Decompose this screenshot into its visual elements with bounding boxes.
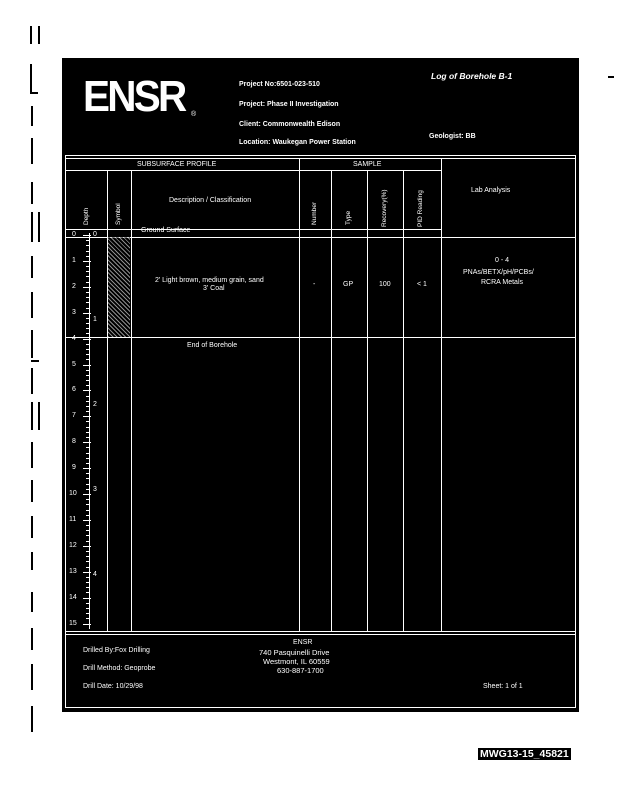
scan-mark xyxy=(30,64,32,92)
depth-ft-label: 13 xyxy=(69,567,77,575)
depth-minor-tick xyxy=(86,328,90,329)
depth-minor-tick xyxy=(86,282,90,283)
depth-minor-tick xyxy=(86,297,90,298)
col-recovery: Recovery(%) xyxy=(381,189,388,227)
depth-minor-tick xyxy=(86,323,90,324)
scan-mark xyxy=(31,628,33,650)
depth-minor-tick xyxy=(86,582,90,583)
pid-reading: < 1 xyxy=(417,281,427,288)
depth-m-label: 0 xyxy=(93,231,97,238)
depth-minor-tick xyxy=(86,349,90,350)
depth-major-tick xyxy=(83,468,91,469)
depth-minor-tick xyxy=(86,556,90,557)
subsurface-profile-header: SUBSURFACE PROFILE xyxy=(137,161,217,168)
depth-minor-tick xyxy=(86,401,90,402)
depth-minor-tick xyxy=(86,603,90,604)
depth-minor-tick xyxy=(86,561,90,562)
col-symbol: Symbol xyxy=(115,203,122,225)
depth-minor-tick xyxy=(86,266,90,267)
depth-minor-tick xyxy=(86,302,90,303)
sample-header: SAMPLE xyxy=(353,161,382,168)
depth-m-label: 2 xyxy=(93,400,97,408)
depth-minor-tick xyxy=(86,567,90,568)
depth-ft-label: 11 xyxy=(69,515,77,523)
depth-minor-tick xyxy=(86,618,90,619)
col-depth: Depth xyxy=(83,207,90,225)
geologist: Geologist: BB xyxy=(429,133,476,140)
scan-mark xyxy=(31,212,33,242)
depth-major-tick xyxy=(83,287,91,288)
depth-minor-tick xyxy=(86,473,90,474)
footer-address-city: Westmont, IL 60559 xyxy=(263,657,330,666)
depth-minor-tick xyxy=(86,245,90,246)
depth-minor-tick xyxy=(86,437,90,438)
depth-ft-label: 6 xyxy=(72,386,76,394)
location: Location: Waukegan Power Station xyxy=(239,139,356,146)
depth-minor-tick xyxy=(86,251,90,252)
scan-mark xyxy=(30,92,38,94)
depth-ft-label: 2 xyxy=(72,282,76,290)
depth-minor-tick xyxy=(86,535,90,536)
project-name: Project: Phase II Investigation xyxy=(239,101,339,108)
scan-mark xyxy=(31,182,33,204)
depth-major-tick xyxy=(83,624,91,625)
drill-method: Drill Method: Geoprobe xyxy=(83,665,156,672)
depth-minor-tick xyxy=(86,499,90,500)
layer-1-description-line1: 2' Light brown, medium grain, sand xyxy=(155,277,264,284)
footer-address-street: 740 Pasquinelli Drive xyxy=(259,648,330,657)
sample-type: GP xyxy=(343,281,354,288)
depth-major-tick xyxy=(83,520,91,521)
sand-symbol-pattern xyxy=(108,237,130,337)
end-of-borehole-label: End of Borehole xyxy=(187,342,238,349)
depth-ft-label: 1 xyxy=(72,256,76,264)
depth-minor-tick xyxy=(86,530,90,531)
depth-minor-tick xyxy=(86,271,90,272)
layer-1-description-line2: 3' Coal xyxy=(203,285,225,292)
scan-mark xyxy=(31,330,33,358)
drill-date: Drill Date: 10/29/98 xyxy=(83,683,143,690)
depth-minor-tick xyxy=(86,453,90,454)
depth-minor-tick xyxy=(86,276,90,277)
depth-ft-label: 0 xyxy=(72,231,76,238)
depth-major-tick xyxy=(83,365,91,366)
borehole-log-sheet xyxy=(62,58,579,712)
scan-mark xyxy=(608,76,614,78)
drilled-by: Drilled By:Fox Drilling xyxy=(83,647,150,654)
depth-minor-tick xyxy=(86,427,90,428)
depth-minor-tick xyxy=(86,380,90,381)
lab-analysis-params: PNAs/BETX/pH/PCBs/ xyxy=(463,269,534,276)
depth-minor-tick xyxy=(86,406,90,407)
scan-mark xyxy=(31,292,33,318)
depth-minor-tick xyxy=(86,292,90,293)
depth-ft-label: 3 xyxy=(72,308,76,316)
depth-minor-tick xyxy=(86,396,90,397)
depth-minor-tick xyxy=(86,447,90,448)
sample-number: - xyxy=(313,281,316,288)
sample-recovery: 100 xyxy=(379,281,391,288)
scan-mark xyxy=(38,402,40,430)
depth-minor-tick xyxy=(86,510,90,511)
depth-ft-label: 4 xyxy=(72,334,76,342)
depth-minor-tick xyxy=(86,551,90,552)
depth-m-label: 3 xyxy=(93,485,97,493)
depth-minor-tick xyxy=(86,613,90,614)
depth-ft-label: 8 xyxy=(72,438,76,446)
depth-minor-tick xyxy=(86,478,90,479)
project-number: Project No:6501-023-510 xyxy=(239,81,320,88)
col-lab-analysis: Lab Analysis xyxy=(471,187,511,194)
client: Client: Commonwealth Edison xyxy=(239,121,341,128)
depth-major-tick xyxy=(83,235,91,236)
depth-minor-tick xyxy=(86,463,90,464)
depth-minor-tick xyxy=(86,504,90,505)
ground-surface-label: Ground Surface xyxy=(141,227,191,234)
bates-stamp: MWG13-15_45821 xyxy=(480,748,569,760)
depth-minor-tick xyxy=(86,375,90,376)
depth-minor-tick xyxy=(86,344,90,345)
depth-major-tick xyxy=(83,313,91,314)
depth-minor-tick xyxy=(86,240,90,241)
scan-mark xyxy=(31,106,33,126)
depth-major-tick xyxy=(83,598,91,599)
depth-ft-label: 15 xyxy=(69,619,77,627)
depth-minor-tick xyxy=(86,592,90,593)
depth-ft-label: 14 xyxy=(69,593,77,601)
depth-minor-tick xyxy=(86,421,90,422)
scan-mark xyxy=(31,360,39,362)
depth-minor-tick xyxy=(86,308,90,309)
depth-major-tick xyxy=(83,261,91,262)
scan-mark xyxy=(31,664,33,690)
depth-ft-label: 5 xyxy=(72,360,76,368)
depth-minor-tick xyxy=(86,318,90,319)
scan-mark xyxy=(31,256,33,278)
scan-mark xyxy=(31,138,33,164)
depth-minor-tick xyxy=(86,458,90,459)
depth-ft-label: 7 xyxy=(72,412,76,420)
depth-minor-tick xyxy=(86,411,90,412)
scan-mark xyxy=(31,516,33,538)
scan-mark xyxy=(31,442,33,468)
depth-major-tick xyxy=(83,416,91,417)
depth-minor-tick xyxy=(86,484,90,485)
depth-major-tick xyxy=(83,442,91,443)
footer-phone: 630-887-1700 xyxy=(277,666,324,675)
depth-major-tick xyxy=(83,339,91,340)
depth-minor-tick xyxy=(86,608,90,609)
depth-minor-tick xyxy=(86,370,90,371)
depth-minor-tick xyxy=(86,333,90,334)
depth-m-label: 4 xyxy=(93,570,97,578)
depth-m-label: 1 xyxy=(93,315,97,323)
depth-major-tick xyxy=(83,546,91,547)
lab-analysis-depth: 0 - 4 xyxy=(495,257,510,264)
depth-minor-tick xyxy=(86,525,90,526)
depth-ft-label: 12 xyxy=(69,541,77,549)
col-description: Description / Classification xyxy=(169,197,252,204)
depth-minor-tick xyxy=(86,489,90,490)
depth-ft-label: 10 xyxy=(69,490,77,497)
logo-registered-mark: ® xyxy=(191,111,197,118)
depth-ft-label: 9 xyxy=(72,464,76,472)
depth-major-tick xyxy=(83,572,91,573)
depth-major-tick xyxy=(83,494,91,495)
log-title: Log of Borehole B-1 xyxy=(431,71,513,81)
depth-minor-tick xyxy=(86,432,90,433)
sheet-number: Sheet: 1 of 1 xyxy=(483,683,523,690)
depth-minor-tick xyxy=(86,359,90,360)
col-number: Number xyxy=(311,201,318,225)
col-pid: PID Reading xyxy=(417,190,424,227)
depth-major-tick xyxy=(83,390,91,391)
depth-minor-tick xyxy=(86,385,90,386)
depth-minor-tick xyxy=(86,541,90,542)
scan-mark xyxy=(31,402,33,430)
depth-minor-tick xyxy=(86,587,90,588)
scan-mark xyxy=(31,480,33,502)
depth-minor-tick xyxy=(86,256,90,257)
scan-mark xyxy=(31,706,33,732)
depth-minor-tick xyxy=(86,515,90,516)
scan-mark xyxy=(30,26,32,44)
scan-mark xyxy=(38,212,40,242)
scan-mark xyxy=(31,592,33,612)
col-type: Type xyxy=(345,210,352,225)
depth-minor-tick xyxy=(86,354,90,355)
company-logo: ENSR xyxy=(83,72,185,121)
footer-company: ENSR xyxy=(293,639,313,646)
scan-mark xyxy=(38,26,40,44)
scan-mark xyxy=(31,552,33,570)
lab-analysis-metals: RCRA Metals xyxy=(481,279,524,286)
depth-minor-tick xyxy=(86,577,90,578)
scan-mark xyxy=(31,368,33,394)
